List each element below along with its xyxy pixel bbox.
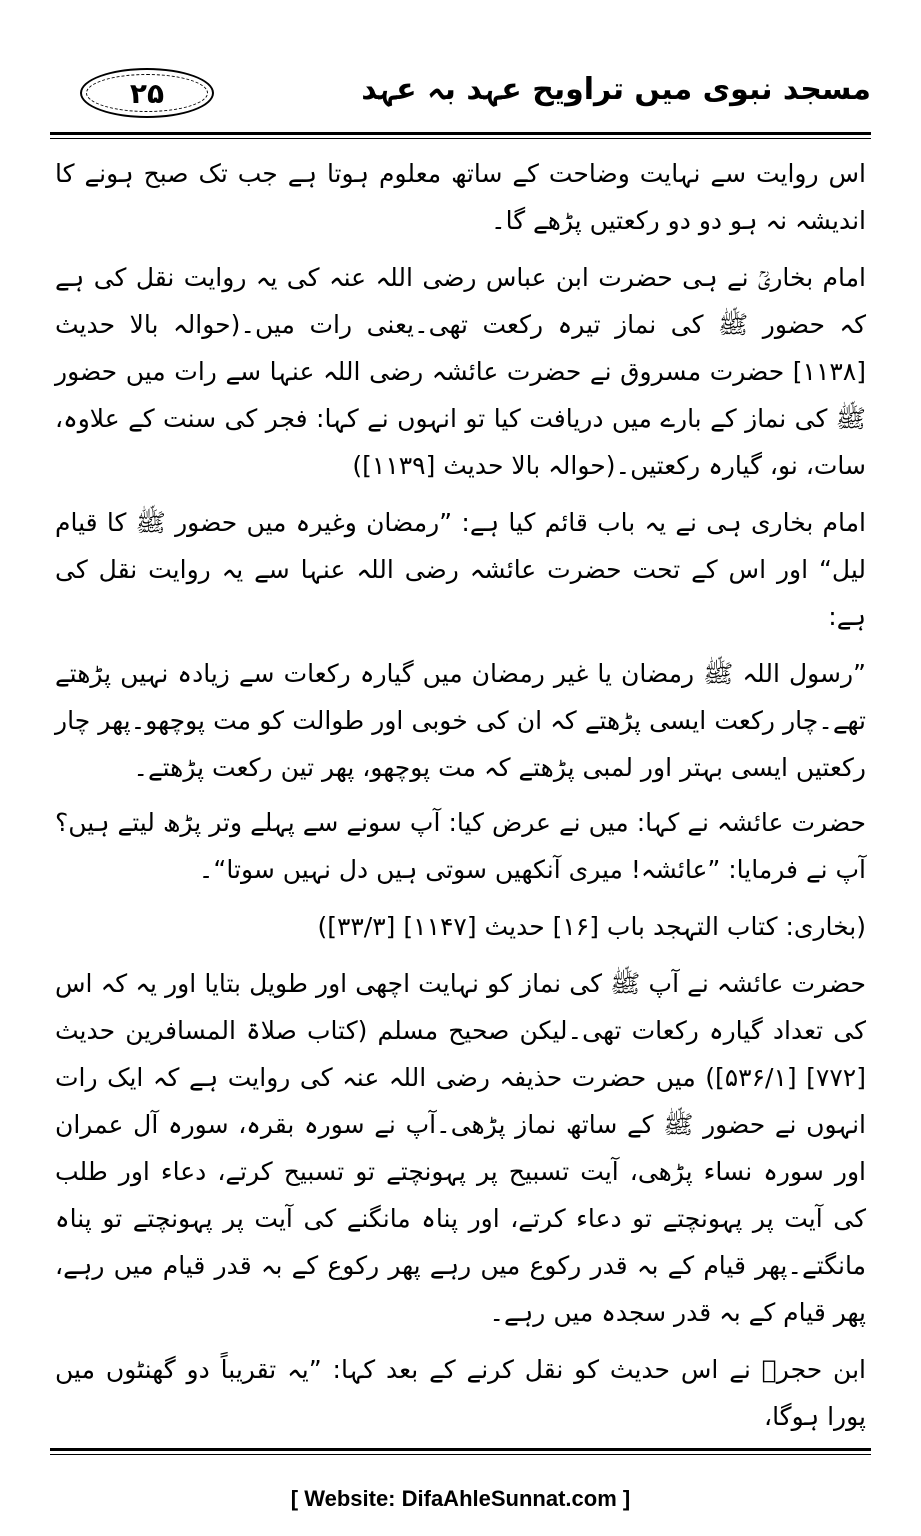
running-title: مسجد نبوی میں تراویح عہد بہ عہد — [361, 72, 871, 107]
paragraph: امام بخاریؒ نے ہی حضرت ابن عباس رضی اللہ عنہ کی یہ روایت نقل کی ہے کہ حضور ﷺ کی نماز تیرہ رکعت تھی۔یعنی رات میں۔(حوالہ بالا حدیث [۱۱۳۸] حضرت مسروق نے حضرت عائشہ رضی اللہ عنہا سے رات میں حضور ﷺ کی نماز کے بارے میں دریافت کیا تو انہوں نے کہا: فجر کی سنت کے علاوہ، سات، نو، گیارہ رکعتیں۔(حوالہ بالا حدیث [۱۱۳۹]) — [55, 263, 866, 480]
footer-rule-thin — [50, 1454, 871, 1455]
header-rule — [50, 132, 871, 135]
citation: (بخاری: کتاب التہجد باب [۱۶] حدیث [۱۱۴۷] [۳۳/۳]) — [317, 912, 866, 941]
paragraph: ابن حجرؒ نے اس حدیث کو نقل کرنے کے بعد کہا: ”یہ تقریباً دو گھنٹوں میں پورا ہوگا، — [55, 1355, 866, 1431]
page-body — [55, 150, 866, 1430]
paragraph: اس روایت سے نہایت وضاحت کے ساتھ معلوم ہوتا ہے جب تک صبح ہونے کا اندیشہ نہ ہو دو دو رکعتیں پڑھے گا۔ — [55, 159, 866, 235]
header-rule-thin — [50, 138, 871, 139]
footer-rule — [50, 1448, 871, 1451]
paragraph: امام بخاری ہی نے یہ باب قائم کیا ہے: ”رمضان وغیرہ میں حضور ﷺ کا قیام لیل“ اور اس کے تحت حضرت عائشہ رضی اللہ عنہا سے یہ روایت نقل کی ہے: — [55, 508, 866, 631]
paragraph: حضرت عائشہ نے آپ ﷺ کی نماز کو نہایت اچھی اور طویل بتایا اور یہ کہ اس کی تعداد گیارہ رکعات تھی۔لیکن صحیح مسلم (کتاب صلاۃ المسافرین حدیث [۷۷۲] [۵۳۶/۱]) میں حضرت حذیفہ رضی اللہ عنہ کی روایت ہے کہ ایک رات انہوں نے حضور ﷺ کے ساتھ نماز پڑھی۔آپ نے سورہ بقرہ، سورہ آل عمران اور سورہ نساء پڑھی، آیت تسبیح پر پہونچتے تو تسبیح کرتے، دعاء اور طلب کی آیت پر پہونچتے تو دعاء کرتے، اور پناہ مانگنے کی آیت پر پہونچتے تو پناہ مانگتے۔پھر قیام کے بہ قدر رکوع میں رہے پھر رکوع کے بہ قدر قیام میں رہے، پھر قیام کے بہ قدر سجدہ میں رہے۔ — [55, 969, 866, 1327]
page-number: ۲۵ — [129, 76, 165, 110]
website-footer: [ Website: DifaAhleSunnat.com ] — [290, 1486, 631, 1511]
page-number-oval — [80, 68, 214, 118]
page-header — [50, 60, 871, 130]
hadith-quote: ”رسول اللہ ﷺ رمضان یا غیر رمضان میں گیارہ رکعات سے زیادہ نہیں پڑھتے تھے۔چار رکعت ایسی پڑھتے کہ ان کی خوبی اور طوالت کو مت پوچھو۔پھر چار رکعتیں ایسی بہتر اور لمبی پڑھتے کہ مت پوچھو، پھر تین رکعت پڑھتے۔ — [55, 659, 866, 782]
paragraph: حضرت عائشہ نے کہا: میں نے عرض کیا: آپ سونے سے پہلے وتر پڑھ لیتے ہیں؟ آپ نے فرمایا: ”عائشہ! میری آنکھیں سوتی ہیں دل نہیں سوتا“۔ — [55, 808, 866, 884]
